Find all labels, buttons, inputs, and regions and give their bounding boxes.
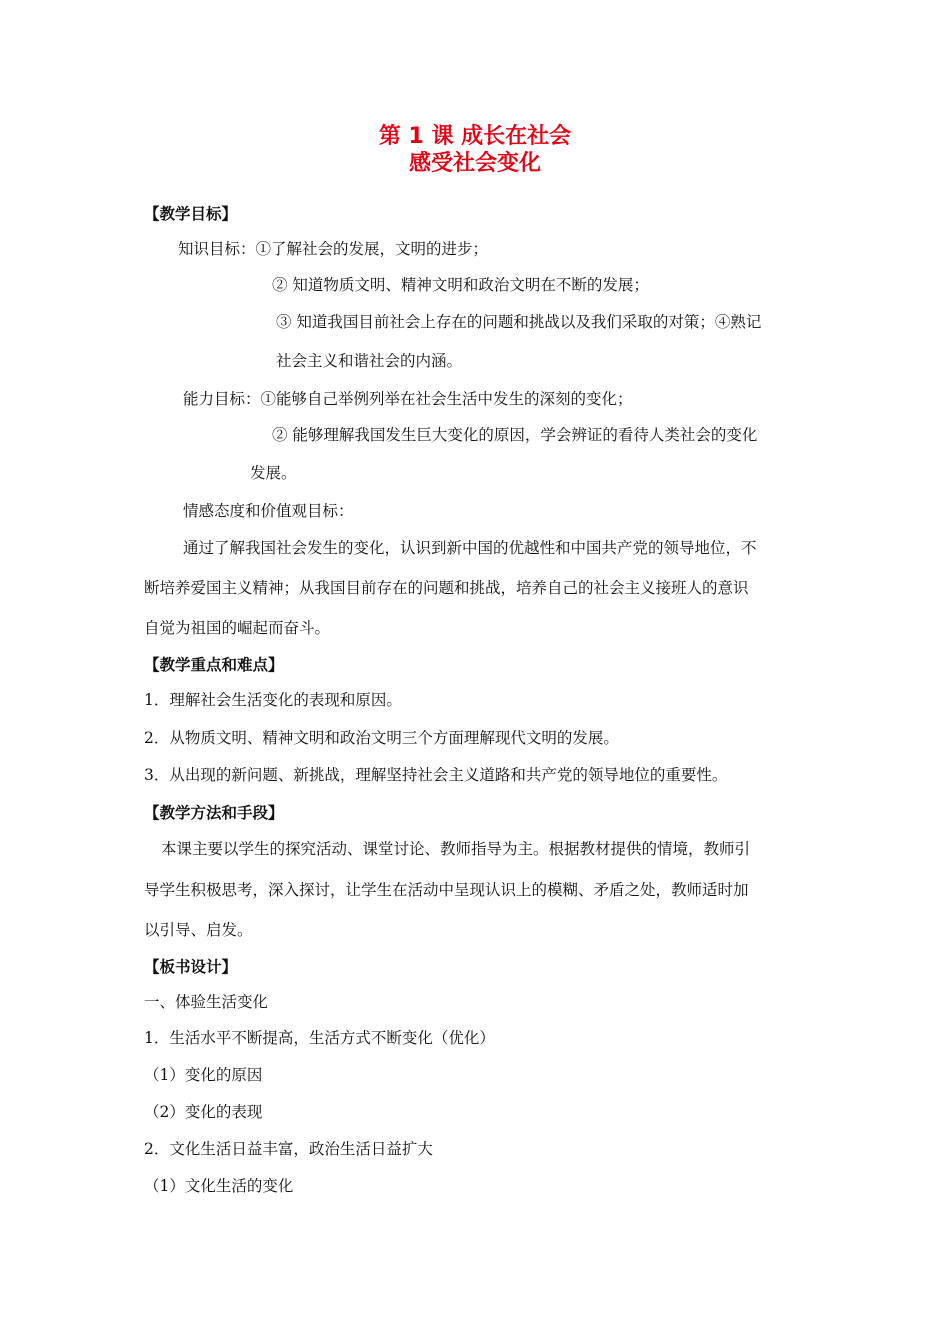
methods-text-2: 导学生积极思考，深入探讨，让学生在活动中呈现认识上的模糊、矛盾之处，教师适时加 [144, 881, 749, 899]
ability-goal-2: ② 能够理解我国发生巨大变化的原因，学会辨证的看待人类社会的变化 [272, 426, 758, 444]
knowledge-goal-3-cont: 社会主义和谐社会的内涵。 [276, 352, 463, 370]
key-point-3: 3．从出现的新问题、新挑战，理解坚持社会主义道路和共产党的领导地位的重要性。 [144, 766, 728, 784]
knowledge-goal-2: ② 知道物质文明、精神文明和政治文明在不断的发展； [272, 276, 649, 294]
methods-text-3: 以引导、启发。 [144, 921, 253, 939]
knowledge-goal-1: 知识目标：①了解社会的发展，文明的进步； [178, 240, 489, 258]
section-heading-objectives: 【教学目标】 [144, 205, 238, 223]
board-item: 一、体验生活变化 [144, 993, 269, 1011]
key-point-1: 1．理解社会生活变化的表现和原因。 [144, 691, 402, 709]
board-item: （1）文化生活的变化 [144, 1177, 294, 1195]
title-line-2: 感受社会变化 [408, 151, 541, 176]
key-point-2: 2．从物质文明、精神文明和政治文明三个方面理解现代文明的发展。 [144, 729, 619, 747]
ability-goal-1: 能力目标：①能够自己举例列举在社会生活中发生的深刻的变化； [183, 390, 633, 408]
methods-text-1: 本课主要以学生的探究活动、课堂讨论、教师指导为主。根据教材提供的情境，教师引 [161, 840, 751, 858]
section-heading-key-points: 【教学重点和难点】 [144, 656, 284, 674]
emotion-goal-text-2: 断培养爱国主义精神；从我国目前存在的问题和挑战，培养自己的社会主义接班人的意识 [144, 579, 749, 597]
board-item: （1）变化的原因 [144, 1066, 263, 1084]
emotion-goal-label: 情感态度和价值观目标： [183, 502, 354, 520]
emotion-goal-text-1: 通过了解我国社会发生的变化，认识到新中国的优越性和中国共产党的领导地位，不 [183, 539, 757, 557]
board-item: 1．生活水平不断提高，生活方式不断变化（优化） [144, 1029, 495, 1047]
knowledge-goal-3: ③ 知道我国目前社会上存在的问题和挑战以及我们采取的对策；④熟记 [276, 313, 762, 331]
ability-goal-2-cont: 发展。 [250, 464, 297, 482]
board-item: 2．文化生活日益丰富，政治生活日益扩大 [144, 1140, 433, 1158]
section-heading-board: 【板书设计】 [144, 958, 238, 976]
emotion-goal-text-3: 自觉为祖国的崛起而奋斗。 [144, 619, 331, 637]
section-heading-methods: 【教学方法和手段】 [144, 804, 284, 822]
title-line-1: 第 1 课 成长在社会 [378, 124, 572, 149]
board-item: （2）变化的表现 [144, 1103, 263, 1121]
